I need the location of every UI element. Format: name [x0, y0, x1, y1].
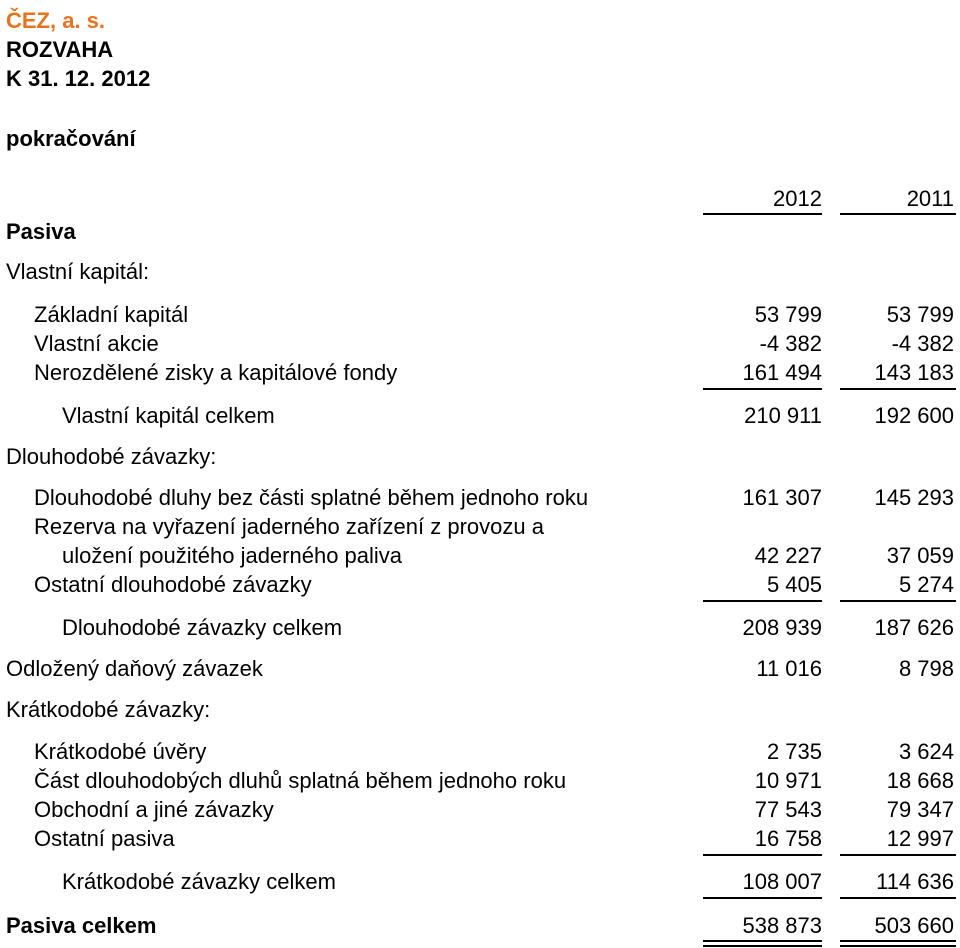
grand-total-double-rule-2012 [703, 940, 822, 947]
long-term-heading: Dlouhodobé závazky: [6, 444, 217, 469]
row-value-2012: 161 307 [742, 485, 822, 510]
row-value-2011: 5 274 [898, 572, 954, 597]
equity-total-2011: 192 600 [874, 403, 954, 428]
row-label: Nerozdělené zisky a kapitálové fondy [34, 360, 398, 385]
column-header-2011: 2011 [906, 186, 954, 211]
row-value-2011: 12 997 [886, 826, 954, 851]
row-value-2012: 2 735 [766, 739, 822, 764]
grand-total-label: Pasiva celkem [6, 913, 157, 938]
subtotal-rule-2012 [703, 854, 822, 856]
long-term-total-2012: 208 939 [742, 615, 822, 640]
deferred-tax-2011: 8 798 [898, 656, 954, 681]
row-value-2011: -4 382 [891, 331, 954, 356]
row-label: Dlouhodobé dluhy bez části splatné během jednoho roku [34, 485, 589, 510]
row-label: Ostatní dlouhodobé závazky [34, 572, 312, 597]
row-label: Rezerva na vyřazení jaderného zařízení z provozu a [34, 514, 544, 539]
short-term-total-2012: 108 007 [742, 869, 822, 894]
column-header-rule-2012 [703, 213, 822, 215]
subtotal-rule-2011 [840, 600, 956, 602]
row-value-2011: 79 347 [886, 797, 954, 822]
row-label: Část dlouhodobých dluhů splatná během jednoho roku [34, 768, 567, 793]
row-value-2012: 77 543 [754, 797, 822, 822]
deferred-tax-label: Odložený daňový závazek [6, 656, 263, 681]
column-header-2012: 2012 [773, 186, 822, 211]
row-value-2012: 5 405 [766, 572, 822, 597]
row-label: Vlastní akcie [34, 331, 159, 356]
subtotal-rule-2011 [840, 854, 956, 856]
row-label: Základní kapitál [34, 302, 189, 327]
grand-total-2012: 538 873 [742, 913, 822, 938]
long-term-total-label: Dlouhodobé závazky celkem [62, 615, 343, 640]
row-value-2012: -4 382 [759, 331, 822, 356]
grand-total-2011: 503 660 [874, 913, 954, 938]
subtotal-rule-2012 [703, 600, 822, 602]
row-label-continued: uložení použitého jaderného paliva [62, 543, 403, 568]
row-value-2012: 16 758 [754, 826, 822, 851]
deferred-tax-2012: 11 016 [756, 656, 822, 681]
equity-total-label: Vlastní kapitál celkem [62, 403, 275, 428]
row-value-2011: 18 668 [886, 768, 954, 793]
section-title: Pasiva [6, 219, 76, 244]
row-value-2012: 42 227 [754, 543, 822, 568]
row-value-2011: 3 624 [898, 739, 954, 764]
subtotal-rule-2011 [840, 388, 956, 390]
equity-heading: Vlastní kapitál: [6, 259, 150, 284]
row-value-2011: 37 059 [886, 543, 954, 568]
document-title: ROZVAHA [6, 37, 114, 62]
grand-total-double-rule-2011 [840, 940, 956, 947]
short-term-total-2011: 114 636 [876, 869, 954, 894]
total-rule-2012 [703, 897, 822, 899]
total-rule-2011 [840, 897, 956, 899]
row-value-2011: 143 183 [874, 360, 954, 385]
equity-total-2012: 210 911 [744, 403, 822, 428]
report-date: K 31. 12. 2012 [6, 66, 151, 91]
row-label: Ostatní pasiva [34, 826, 175, 851]
row-value-2012: 10 971 [754, 768, 822, 793]
row-value-2011: 53 799 [886, 302, 954, 327]
row-value-2011: 145 293 [874, 485, 954, 510]
short-term-heading: Krátkodobé závazky: [6, 697, 211, 722]
row-value-2012: 161 494 [742, 360, 822, 385]
short-term-total-label: Krátkodobé závazky celkem [62, 869, 336, 894]
subtotal-rule-2012 [703, 388, 822, 390]
continued-label: pokračování [6, 126, 136, 151]
row-label: Krátkodobé úvěry [34, 739, 207, 764]
column-header-rule-2011 [840, 213, 956, 215]
company-name: ČEZ, a. s. [6, 8, 106, 33]
long-term-total-2011: 187 626 [874, 615, 954, 640]
row-value-2012: 53 799 [754, 302, 822, 327]
row-label: Obchodní a jiné závazky [34, 797, 274, 822]
